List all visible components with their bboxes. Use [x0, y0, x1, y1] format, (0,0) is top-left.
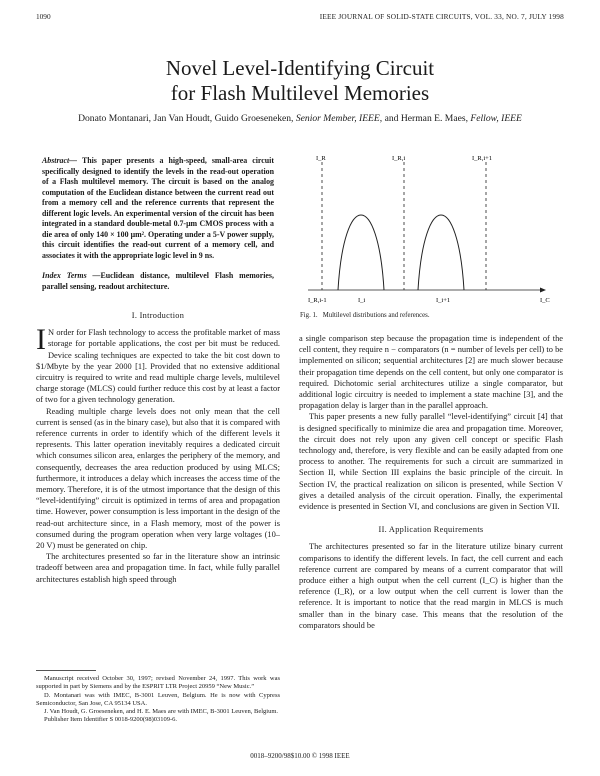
- footnote-manuscript: Manuscript received October 30, 1997; revised November 24, 1997. This work was supported in part by Siemens and by the ESPRIT LTR Project 20959 “New Music.”: [36, 675, 280, 691]
- title-line-2: for Flash Multilevel Memories: [170, 81, 430, 105]
- figure-1-caption: [300, 312, 430, 319]
- index-terms-label: Index Terms —: [42, 271, 101, 280]
- abstract-text: This paper presents a high-speed, small-area circuit specifically designed to identify the levels in the read-out operation of a Flash multilevel memory. The circuit is based on the analog computation of the Euclidean distance between the current read out from a memory cell and the reference currents that represent the different logic levels. An experimental version of the circuit has been integrated in a standard double-metal 0.7-μm CMOS process with a die area of only 140 × 100 μm². Operating under a 5-V power supply, this circuit identifies the read-out current of a memory cell, and associates it with the appropriate logic level in 9 ns.: [42, 156, 274, 260]
- drop-cap: I: [36, 323, 46, 357]
- section-2-heading: II. Application Requirements: [378, 525, 484, 535]
- label-ii: I_i: [358, 297, 366, 304]
- page-number: 1090: [36, 12, 51, 21]
- figure-1-caption-text: Multilevel distributions and references.: [322, 312, 430, 319]
- intro-paragraph-1: [36, 323, 280, 405]
- abstract-label: Abstract—: [42, 156, 78, 165]
- section-1-heading: I. Introduction: [131, 311, 185, 320]
- footnotes: [36, 675, 280, 725]
- right-paragraph-3: The architectures presented so far in the literature utilize binary current comparisons to identify the different levels. In fact, the cell current and each reference current are compared by means of a current comparator that will produce either a high output when the cell current (I_C) is higher than the reference (I_R), or a low output when the cell current is lower than the reference. It is important to notice that the read margin in MLCS is much smaller than in the binary case. This means that the resolution of the comparators should be: [299, 542, 563, 630]
- index-terms: [42, 271, 274, 292]
- author-role-1: Senior Member, IEEE,: [295, 113, 383, 124]
- journal-name: IEEE JOURNAL OF SOLID-STATE CIRCUITS, VOL. 33, NO. 7, JULY 1998: [319, 12, 564, 21]
- index-terms-text: Euclidean distance, multilevel Flash memories, parallel sensing, readout architecture.: [42, 271, 274, 291]
- distribution-i: [338, 215, 384, 290]
- footnote-montanari: D. Montanari was with IMEC, B-3001 Leuven, Belgium. He is now with Cypress Semiconductor, San Jose, CA 95134 USA.: [36, 691, 280, 707]
- left-column-body: [36, 310, 280, 585]
- abstract: [42, 156, 274, 261]
- label-ii-plus-1: I_i+1: [436, 297, 451, 304]
- right-paragraph-1: a single comparison step because the propagation time is independent of the cell content, they require n − comparators (n = number of levels per cell) to be implemented on silicon; sequential architectures [2] are much slower because their propagation time depends on the cell content, but only one comparator is required. Dichotomic serial architectures utilize a single comparator, but additional logic circuitry is needed to implement a state machine [3], and the propagation delay is larger than in the parallel approach.: [299, 334, 563, 411]
- label-ir-i: I_R,i: [392, 155, 406, 162]
- intro-paragraph-3: The architectures presented so far in the literature show an intrinsic tradeoff between area and propagation time. In fact, while fully parallel architectures establish high speed through: [36, 552, 280, 584]
- footnote-pii: Publisher Item Identifier S 0018-9200(98)03109-6.: [44, 716, 178, 724]
- paper-title: [0, 56, 600, 106]
- label-ic: I_C: [540, 297, 550, 304]
- title-line-1: Novel Level-Identifying Circuit: [165, 56, 435, 80]
- author-role-2: Fellow, IEEE: [470, 113, 522, 124]
- footnote-others: J. Van Houdt, G. Groeseneken, and H. E. Maes are with IMEC, B-3001 Leuven, Belgium.: [44, 708, 279, 716]
- label-ir: I_R: [316, 155, 326, 162]
- distribution-i-plus-1: [418, 215, 464, 290]
- label-ir-i-minus-1: I_R,i-1: [308, 297, 327, 304]
- figure-1-caption-label: Fig. 1.: [300, 312, 318, 319]
- footnote-rule: [36, 670, 96, 671]
- label-ir-i1: I_R,i+1: [472, 155, 493, 162]
- right-paragraph-2: This paper presents a new fully parallel “level-identifying” circuit [4] that is designed specifically to minimize die area and propagation time. Moreover, the circuit does not rely upon any given cell concept or specific Flash technology and, therefore, is very flexible and can be easily adapted from one process to another. The requirements for such a circuit are summarized in Section II, while Section III explains the basic principle of the circuit. In Section IV, the practical realization on silicon is presented, while Section V gives a detailed analysis of the circuit operation. Finally, the experimental evidence is presented in Section VI, and conclusions are given in Section VII.: [299, 412, 563, 512]
- author-list: [0, 113, 600, 124]
- intro-paragraph-2: Reading multiple charge levels does not only mean that the cell current is sensed (as in the binary case), but also that it is compared with reference currents in order to identify which of the different levels it represents. This latter operation inevitably requires a dedicated circuit which consumes silicon area, enlarges the periphery of the memory, and consequently, decreases the area reduction produced by using MLCS; furthermore, it introduces a delay which increases the access time of the memory. Therefore, it is of the utmost importance that the design of this “level-identifying” circuit is optimized in terms of area and propagation time. However, power consumption is less important in the design of the read-out architecture since, in a Flash memory, most of the power is consumed during the program operation when very large voltages (10–20 V) must be generated on chip.: [36, 406, 280, 551]
- figure-1-diagram: [300, 150, 562, 310]
- running-header: [36, 12, 564, 24]
- right-column-body: [299, 333, 563, 631]
- intro-paragraph-1-text: N order for Flash technology to access the profitable market of mass storage for portable applications, the cost per bit must be reduced. Device scaling techniques are expected to take the bit cost down to $1/Mbyte by the year 2000 [1]. Provided that no extensive additional circuitry is required to write and read multiple charge levels, multilevel charge storage (MLCS) could further reduce this cost by at least a factor of two for a given technology generation.: [36, 328, 280, 405]
- author-names: Donato Montanari, Jan Van Houdt, Guido Groeseneken,: [78, 113, 294, 124]
- x-axis-arrow: [540, 288, 546, 293]
- author-and: and Herman E. Maes,: [382, 113, 468, 124]
- copyright-footer: 0018–9200/98$10.00 © 1998 IEEE: [250, 752, 350, 760]
